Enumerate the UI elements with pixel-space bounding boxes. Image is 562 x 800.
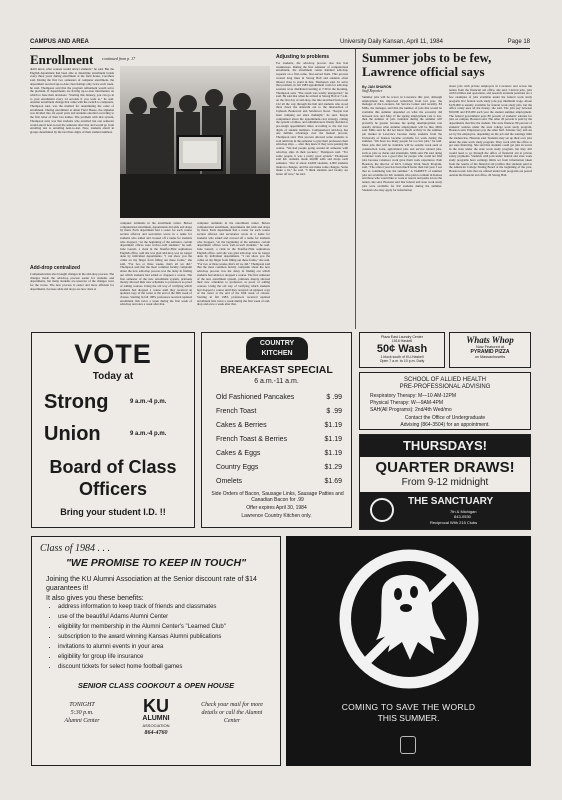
health-sah: SAH(All Programs): 2nd/4th Wed/mo [370, 407, 452, 413]
benefits-list [46, 603, 272, 673]
menu-item-name: Omelets [216, 478, 243, 485]
health-contact2: Advising (864-3504) for an appointment. [400, 422, 490, 428]
vote-ad [31, 332, 195, 528]
menu-item [216, 447, 342, 461]
vote-strong-time: 9 a.m.-4 p.m. [130, 399, 167, 405]
summer-col2-text: about jobs with private employers in Lawrence and across the nation from the financial aid office, she said. Clerical jobs, jobs with facilities and operations, and research assistant positions are a few examples of jobs available under the federal work study program. KU federal work study jobs pay minimum wage. About $170,000 is usually available for federal work study jobs, but the office rarely uses all the money, she said. The jobs pay between $50,000 and $55,000 each year the student summer employment. The federal government pays 80 percent of students' salaries for jobs on campus, Houston said. The other 20 percent is paid by the departments that hire the student. The state finances 80 percent of students' salaries under the state college work study program, Houston said. Employers pay the other half. Salaries vary and are set by the employers, depending on the job and the earnings limit the student has, Houston said. Students may set up their own jobs under the state work study program. They work with the office to get state financing. She said that students could get jobs in towns in the state under the state work study program, but they still would need to go through the office of financial aid at private salary payments. Students with jobs under federal and state work study programs have earnings limits set from information taken from the results of the financial aid profiles that students send to the American College Testing Board at the beginning of the year, Houston said. Jobs that are offered under both programs are posted outside the financial aid office, 26 Strong Hall. [449, 85, 532, 177]
logo-ku: KU [143, 696, 169, 716]
vote-title: VOTE [74, 339, 152, 369]
tonight-label: TONIGHT [69, 702, 95, 708]
sanctuary-name: THE SANCTUARY [408, 496, 494, 507]
menu-item-price: $1.19 [324, 450, 342, 457]
kitchen-note: Lawrence Country Kitchen only. [241, 513, 312, 519]
ghostbusters-ad [286, 536, 531, 766]
benefit-item: • use of the beautiful Adams Alumni Center [58, 613, 272, 621]
laundry-line3: 1 block south of KU-Haskell [380, 355, 424, 359]
studio-logo-icon [400, 736, 416, 754]
enrollment-col3-text: For students, the add-drop process also has had weaknesses. During the first semester of computerized enrollment, the enrollment center handled add-drop requests on a first-come, first-served basis. This process created long lines in Strong Hall and students often missed class to stand in line, Thompson said. To solve that problem, in fall 1983 appointment cards for add-drop sessions were distributed starting at 7:30 in the morning, Thompson said. "The result was totally unexpected," he said. He said that when he arrived at Strong Hall at 7 a.m. on the first day of add-drop, the line stretched from room 122 all the way through the hall and students who stood there down the sidewalk out to the intersection of Jayhawk Boulevard and Sunflower Road. "People had been camping out since midnight," he said. People complained about the appointment-card strategy, calling the system a failure, and administrators finally decided to pre-assign appointment times according to the last two digits of student numbers. Computerized add-drop has one definite advantage over the manual process, Thompson said. That process allowed some students to wait until late in the semester to give their professors their add-drop slips — after they knew if they were passing the course. "We had people going around all semester with add-drop slips in their pockets," Thompson said. "For some people, it was a pretty good system." Thompson said KU students made 46,000 adds and drops each semester. "Out of about 24,000 students, 4,000 students make no changes, and the rest make some changes. Some make a lot," he said. "I think students and faculty are better off now," he said. [276, 62, 348, 177]
alumni-phone: 864-4760 [144, 730, 168, 736]
menu-item-price: $1.19 [324, 422, 342, 429]
alumni-ad [31, 536, 281, 766]
ku-alumni-logo [132, 697, 180, 739]
quarter-draws: QUARTER DRAWS! [375, 459, 515, 476]
menu-item-price: $ .99 [326, 408, 342, 415]
enrollment-col1-text-2: Computerization also brought changes in the add-drop process. The changes made the add-drop process easier for students and departments, but many students are unaware of the changes were for the worse. The new process is easier and more efficient for departments, because adds and drops are now done at [30, 273, 114, 291]
country-kitchen-logo [246, 337, 308, 360]
benefit-item: • eligibility for group life insurance [58, 653, 272, 661]
vote-board: Board of Class [49, 457, 177, 477]
tonight-time: 5:30 p.m. [70, 710, 94, 716]
menu-item [216, 433, 342, 447]
ghost-line2: THIS SUMMER. [377, 713, 440, 723]
health-physical: Physical Therapy: W—9AM-4PM [370, 400, 443, 406]
benefit-item: • invitations to alumni events in your area [58, 643, 272, 651]
laundry-line1: Plaza East Laundry Center [381, 335, 423, 339]
menu-item [216, 405, 342, 419]
logo-line1: COUNTRY [259, 340, 295, 347]
tonight-place: Alumni Center [64, 718, 100, 724]
benefit-item: • eligibility for membership in the Alumni Center's "Learned Club" [58, 623, 272, 631]
menu-item-name: Country Eggs [216, 464, 259, 471]
logo-association: ASSOCIATION [142, 723, 170, 728]
tonight-block [52, 701, 112, 725]
laundry-price: 50¢ Wash [376, 343, 428, 355]
paper-date: University Daily Kansan, April 11, 1984 [340, 39, 443, 45]
summer-byline: By JAN SHARON [362, 85, 392, 89]
menu-list [216, 391, 342, 489]
menu-item [216, 475, 342, 489]
whop-line1: Now Featured at [475, 345, 505, 349]
whop-line2: PYRAMID PIZZA [470, 349, 510, 355]
laundry-line2: 1516 Haskell [391, 339, 413, 343]
sanctuary-reciprocal: Reciprocal With 215 Clubs [430, 520, 478, 525]
join-text: Joining the KU Alumni Association at the Senior discount rate of $14 guarantees it! [46, 576, 257, 592]
draws-time: From 9-12 midnight [401, 477, 489, 488]
adddrop-subhead: Add-drop centralized [30, 265, 81, 271]
enrollment-col2-text: computer terminals in the enrollment center. Before computerized enrollment, departments did adds and drops by hand. Each department had a roster for each course section offered, and secretaries wrote in a name for students who added and crossed off a name for students who dropped. "At the beginning of the semester, certain department offices were wall-to-wall students," he said. June Garrett, a clerk in the Stauffer-Flint sophomore English office, said she was glad add-drop was no longer done by individual departments. "I can show you the callus on my finger from filling out these forms," she said. "For two or three weeks, that's all we did." Thompson said that the most common faculty complaint about the new add-drop process was the delay in finding out which students had added or dropped a course. The first semester of the new enrollment system, printouts merely showed their new schedules to professors as proof of adding courses. Using the old way of verifying which students had dropped a course until they received an updated copy of the roster at the end of the fifth week of classes. Starting in fall 1983, professors received updated enrollment lists twice a week during the first week of add-drop and once a week after that. [120, 222, 192, 307]
enrollment-continued: continued from p. 17 [102, 56, 136, 61]
vote-union-time: 9 a.m.-4 p.m. [130, 431, 167, 437]
menu-item-name: Cakes & Eggs [216, 450, 261, 457]
cookout-heading: SENIOR CLASS COOKOUT & OPEN HOUSE [77, 681, 235, 690]
page-header [30, 37, 530, 49]
logo-alumni: ALUMNI [142, 715, 170, 722]
menu-item-price: $ .99 [326, 394, 342, 401]
menu-item-price: $1.29 [324, 464, 342, 471]
photo-silhouettes [120, 66, 270, 218]
enrollment-story [30, 52, 348, 327]
students-photo [120, 66, 270, 218]
benefit-item: • address information to keep track of friends and classmates [58, 603, 272, 611]
whop-line3: on Massachusetts [474, 355, 506, 359]
enrollment-col1-text: didn't know what courses would attract students," he said. But the English department had been able to determine enrollment trends every three years during enrollment at the field house, Carothers said. During the first two semesters of computer enrollment, the department received up-to-date class listings only twice each week, he said. Thompson said that the program refinement would solve the problem. If departments are having up-to-date information on which to base their decisions. "Starting this January, you can go in to your enrollment every 24 seconds if you want to," he said. Another enrollment change that came with the switch to computers, Thompson said, was the method for determining the order of enrollment. During enrollment at Allen Field House, the alphabet was divided into six equal parts and students enrolled according to the first letter of their last names. The problem with that system, Thompson said, was that students who enrolled last one semester would enroll next-to-last the semester after that and would go from enrolling last to enrolling next-to-last. Now, students enroll in groups determined by the last three digits of their student numbers. [30, 68, 114, 134]
menu-item-name: Old Fashioned Pancakes [216, 394, 295, 401]
kitchen-title: BREAKFAST SPECIAL [220, 364, 333, 376]
benefit-item: • subscription to the award winning Kansas Alumni publications [58, 633, 272, 641]
vote-strong: Strong [44, 391, 109, 413]
menu-item [216, 461, 342, 475]
sanctuary-logo-icon [370, 498, 394, 522]
enrollment-col2b-text: computer terminals in the enrollment center. Before computerized enrollment, departments did adds and drops by hand. Each department had a roster for each course section offered, and secretaries wrote in a name for students who added and crossed off a name for students who dropped. "At the beginning of the semester, certain department offices were wall-to-wall students," he said. June Garrett, a clerk in the Stauffer-Flint sophomore English office, said she was glad add-drop was no longer done by individual departments. "I can show you the callus on my finger from filling out these forms," she said. "For two or three weeks, that's all we did." Thompson said that the most common faculty complaint about the new add-drop process was the delay in finding out which students had added or dropped a course. The first semester of the new enrollment system, printouts merely showed their new schedules to professors as proof of adding courses. Using the old way of verifying which students had dropped a course until they received an updated copy of the roster at the end of the fifth week of classes. Starting in fall 1983, professors received updated enrollment lists twice a week during the first week of add-drop and once a week after that. [197, 222, 270, 307]
menu-item-price: $1.69 [324, 478, 342, 485]
menu-item-name: French Toast & Berries [216, 436, 288, 443]
kitchen-hours: 6 a.m.-11 a.m. [254, 378, 299, 385]
vote-officers: Officers [78, 479, 148, 499]
benefit-item: • discount tickets for select home football games [58, 663, 272, 671]
sanctuary-footer [360, 492, 530, 530]
vote-subtitle: Today at [92, 371, 134, 382]
laundry-ad [359, 332, 445, 368]
vote-union: Union [44, 423, 101, 445]
sanctuary-address: 7th & Michigan [450, 509, 477, 514]
summer-jobs-story [355, 49, 531, 329]
summer-byline-role: Staff Reporter [362, 89, 383, 93]
menu-item-price: $1.19 [324, 436, 342, 443]
promise-heading: "WE PROMISE TO KEEP IN TOUCH" [65, 557, 247, 569]
health-respiratory: Respiratory Therapy: M—10 AM-12PM [370, 393, 457, 399]
summer-headline: Summer jobs to be few, Lawrence official says [362, 50, 492, 79]
health-title2: PRE-PROFESSIONAL ADVISING [399, 384, 491, 390]
class-of: Class of 1984 . . . [40, 543, 111, 554]
health-contact1: Contact the Office of Undergraduate [404, 415, 486, 421]
summer-col1-text: Summer jobs will be scarce in Lawrence this year, although employment has improved somewhat from last year, the manager of the Lawrence Job Service Center said recently. Ed Mills, the manager, said that the number of jobs that would be available this summer depended on what the economy did between now and May. If the spring employment rate is low, then the number of jobs available during the summer will probably be greater because the spring unemployment rate usually dictates what summer employment will be like, Mills said. Mills said he did not know much activity in the summer job market in Lawrence because many students from the University of Kansas became available for work during the summer. "We have too many people for too few jobs," he said. Most jobs that will be available will be outside work such as construction work, agricultural jobs and service related jobs, such as jobs as clerks and attendants, Mills said. He said doing volunteer work was a good idea for people who could not find jobs because volunteer work gave them work experience. Pam Houston, the director of KU's College Work Study Program, said, "The school year has been much better than last year. I see that as continuing into the summer." A VARIETY of summer jobs are available for KU students who plan to remain in Kansas and those who would like to work at resorts and parks across the nation, she said. Houston said that federal and state work study jobs were available for KU students during the summer. Students also may apply for information [362, 96, 442, 192]
menu-item-name: Cakes & Berries [216, 422, 267, 429]
adjusting-subhead: Adjusting to problems [276, 54, 330, 60]
sanctuary-ad [359, 434, 531, 530]
sanctuary-phone: 843-0530 [454, 514, 471, 519]
health-title1: SCHOOL OF ALLIED HEALTH [403, 377, 487, 383]
whop-brand: Whats Whop [466, 335, 514, 345]
check-mail: Check your mail for more details or call the Alumni Center [201, 702, 263, 724]
kitchen-expires: Offer expires April 30, 1984 [246, 505, 307, 511]
vote-bring: Bring your student I.D. !! [60, 507, 166, 517]
menu-item-name: French Toast [216, 408, 257, 415]
whats-whop-ad [449, 332, 531, 368]
country-kitchen-ad [201, 332, 352, 528]
thursdays-banner: THURSDAYS! [360, 435, 530, 457]
menu-item [216, 419, 342, 433]
kitchen-side-orders: Side Orders of Bacon, Sausage Links, Sausage Patties and Canadian Bacon for .99 [211, 491, 344, 503]
section-label: CAMPUS AND AREA [30, 39, 89, 45]
no-ghost-logo-icon [330, 544, 488, 694]
enrollment-title: Enrollment [30, 52, 94, 67]
benefits-intro: It also gives you these benefits: [46, 595, 144, 602]
allied-health-ad [359, 372, 531, 430]
laundry-line4: Open 7 a.m. to 10 p.m. Daily [379, 359, 425, 363]
menu-item [216, 391, 342, 405]
ghost-line1: COMING TO SAVE THE WORLD [341, 702, 476, 712]
logo-line2: KITCHEN [261, 350, 293, 357]
page-number: Page 18 [507, 39, 530, 45]
